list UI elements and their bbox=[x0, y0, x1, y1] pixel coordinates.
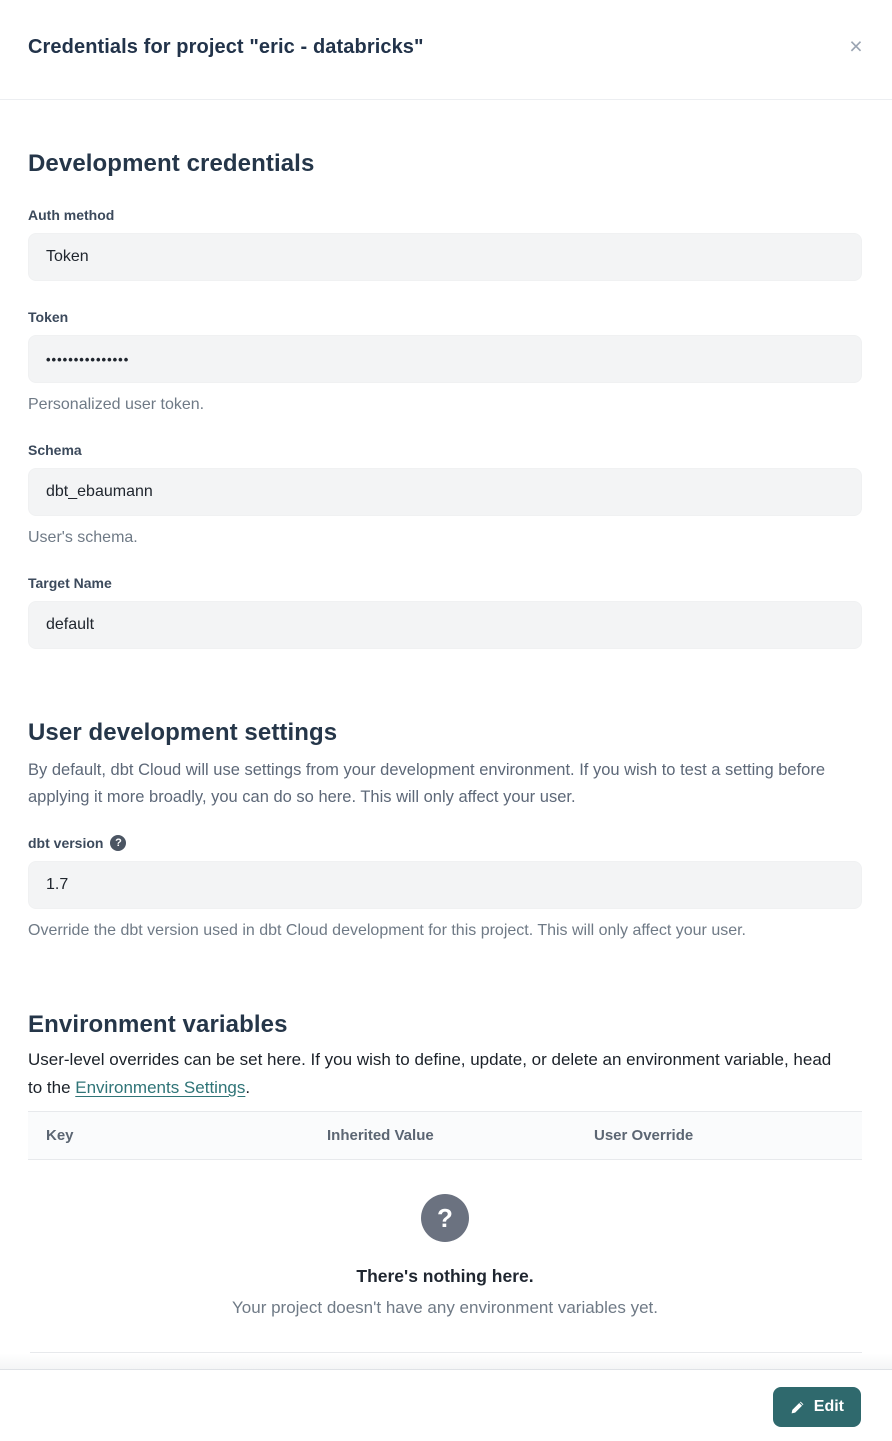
pencil-icon bbox=[790, 1400, 805, 1415]
env-variables-empty-state bbox=[28, 1194, 862, 1318]
schema-field[interactable] bbox=[28, 468, 862, 516]
env-description-suffix: . bbox=[245, 1078, 251, 1097]
edit-button-label: Edit bbox=[813, 1398, 844, 1415]
empty-state-message: Your project doesn't have any environment variables yet. bbox=[232, 1298, 658, 1317]
env-description-prefix: User-level overrides can be set here. If you wish to define, update, or delete an environment variable, head to the bbox=[28, 1050, 832, 1097]
env-variables-table-header bbox=[28, 1111, 862, 1160]
dbt-version-helper-text: Override the dbt version used in dbt Cloud development for this project. This will only affect your user. bbox=[28, 922, 746, 939]
dbt-version-field[interactable] bbox=[28, 861, 862, 909]
dbt-version-label-text: dbt version bbox=[28, 835, 104, 851]
empty-state-title: There's nothing here. bbox=[356, 1266, 534, 1286]
target-name-label bbox=[28, 575, 862, 591]
environments-settings-link[interactable]: Environments Settings bbox=[75, 1078, 246, 1097]
environment-variables-heading: Environment variables bbox=[28, 1011, 288, 1038]
user-development-settings-description: By default, dbt Cloud will use settings from your development environment. If you wish to test a setting before applying it more broadly, you can do so here. This will only affect your user. bbox=[28, 761, 825, 806]
schema-helper-text: User's schema. bbox=[28, 529, 138, 546]
modal-body bbox=[0, 150, 892, 1353]
auth-method-label-text: Auth method bbox=[28, 207, 115, 223]
token-label bbox=[28, 309, 862, 325]
question-mark-icon: ? bbox=[421, 1194, 469, 1242]
environment-variables-description bbox=[28, 1046, 848, 1102]
schema-label-text: Schema bbox=[28, 442, 82, 458]
schema-label bbox=[28, 442, 862, 458]
modal-footer bbox=[0, 1369, 892, 1441]
help-icon[interactable]: ? bbox=[110, 835, 126, 851]
target-name-label-text: Target Name bbox=[28, 575, 112, 591]
auth-method-field[interactable] bbox=[28, 233, 862, 281]
token-field[interactable] bbox=[28, 335, 862, 383]
modal-header bbox=[0, 0, 892, 100]
development-credentials-heading: Development credentials bbox=[28, 150, 315, 177]
token-helper-text: Personalized user token. bbox=[28, 396, 205, 413]
target-name-field[interactable] bbox=[28, 601, 862, 649]
column-header-inherited-value: Inherited Value bbox=[327, 1127, 434, 1144]
column-header-key: Key bbox=[46, 1127, 74, 1144]
edit-button[interactable] bbox=[773, 1387, 861, 1427]
auth-method-label bbox=[28, 207, 862, 223]
page-title: Credentials for project "eric - databricks" bbox=[28, 36, 424, 58]
column-header-user-override: User Override bbox=[594, 1127, 694, 1144]
close-icon[interactable]: × bbox=[842, 32, 870, 60]
token-label-text: Token bbox=[28, 309, 69, 325]
dbt-version-label bbox=[28, 835, 862, 851]
content-divider bbox=[30, 1352, 862, 1353]
user-development-settings-heading: User development settings bbox=[28, 719, 338, 746]
